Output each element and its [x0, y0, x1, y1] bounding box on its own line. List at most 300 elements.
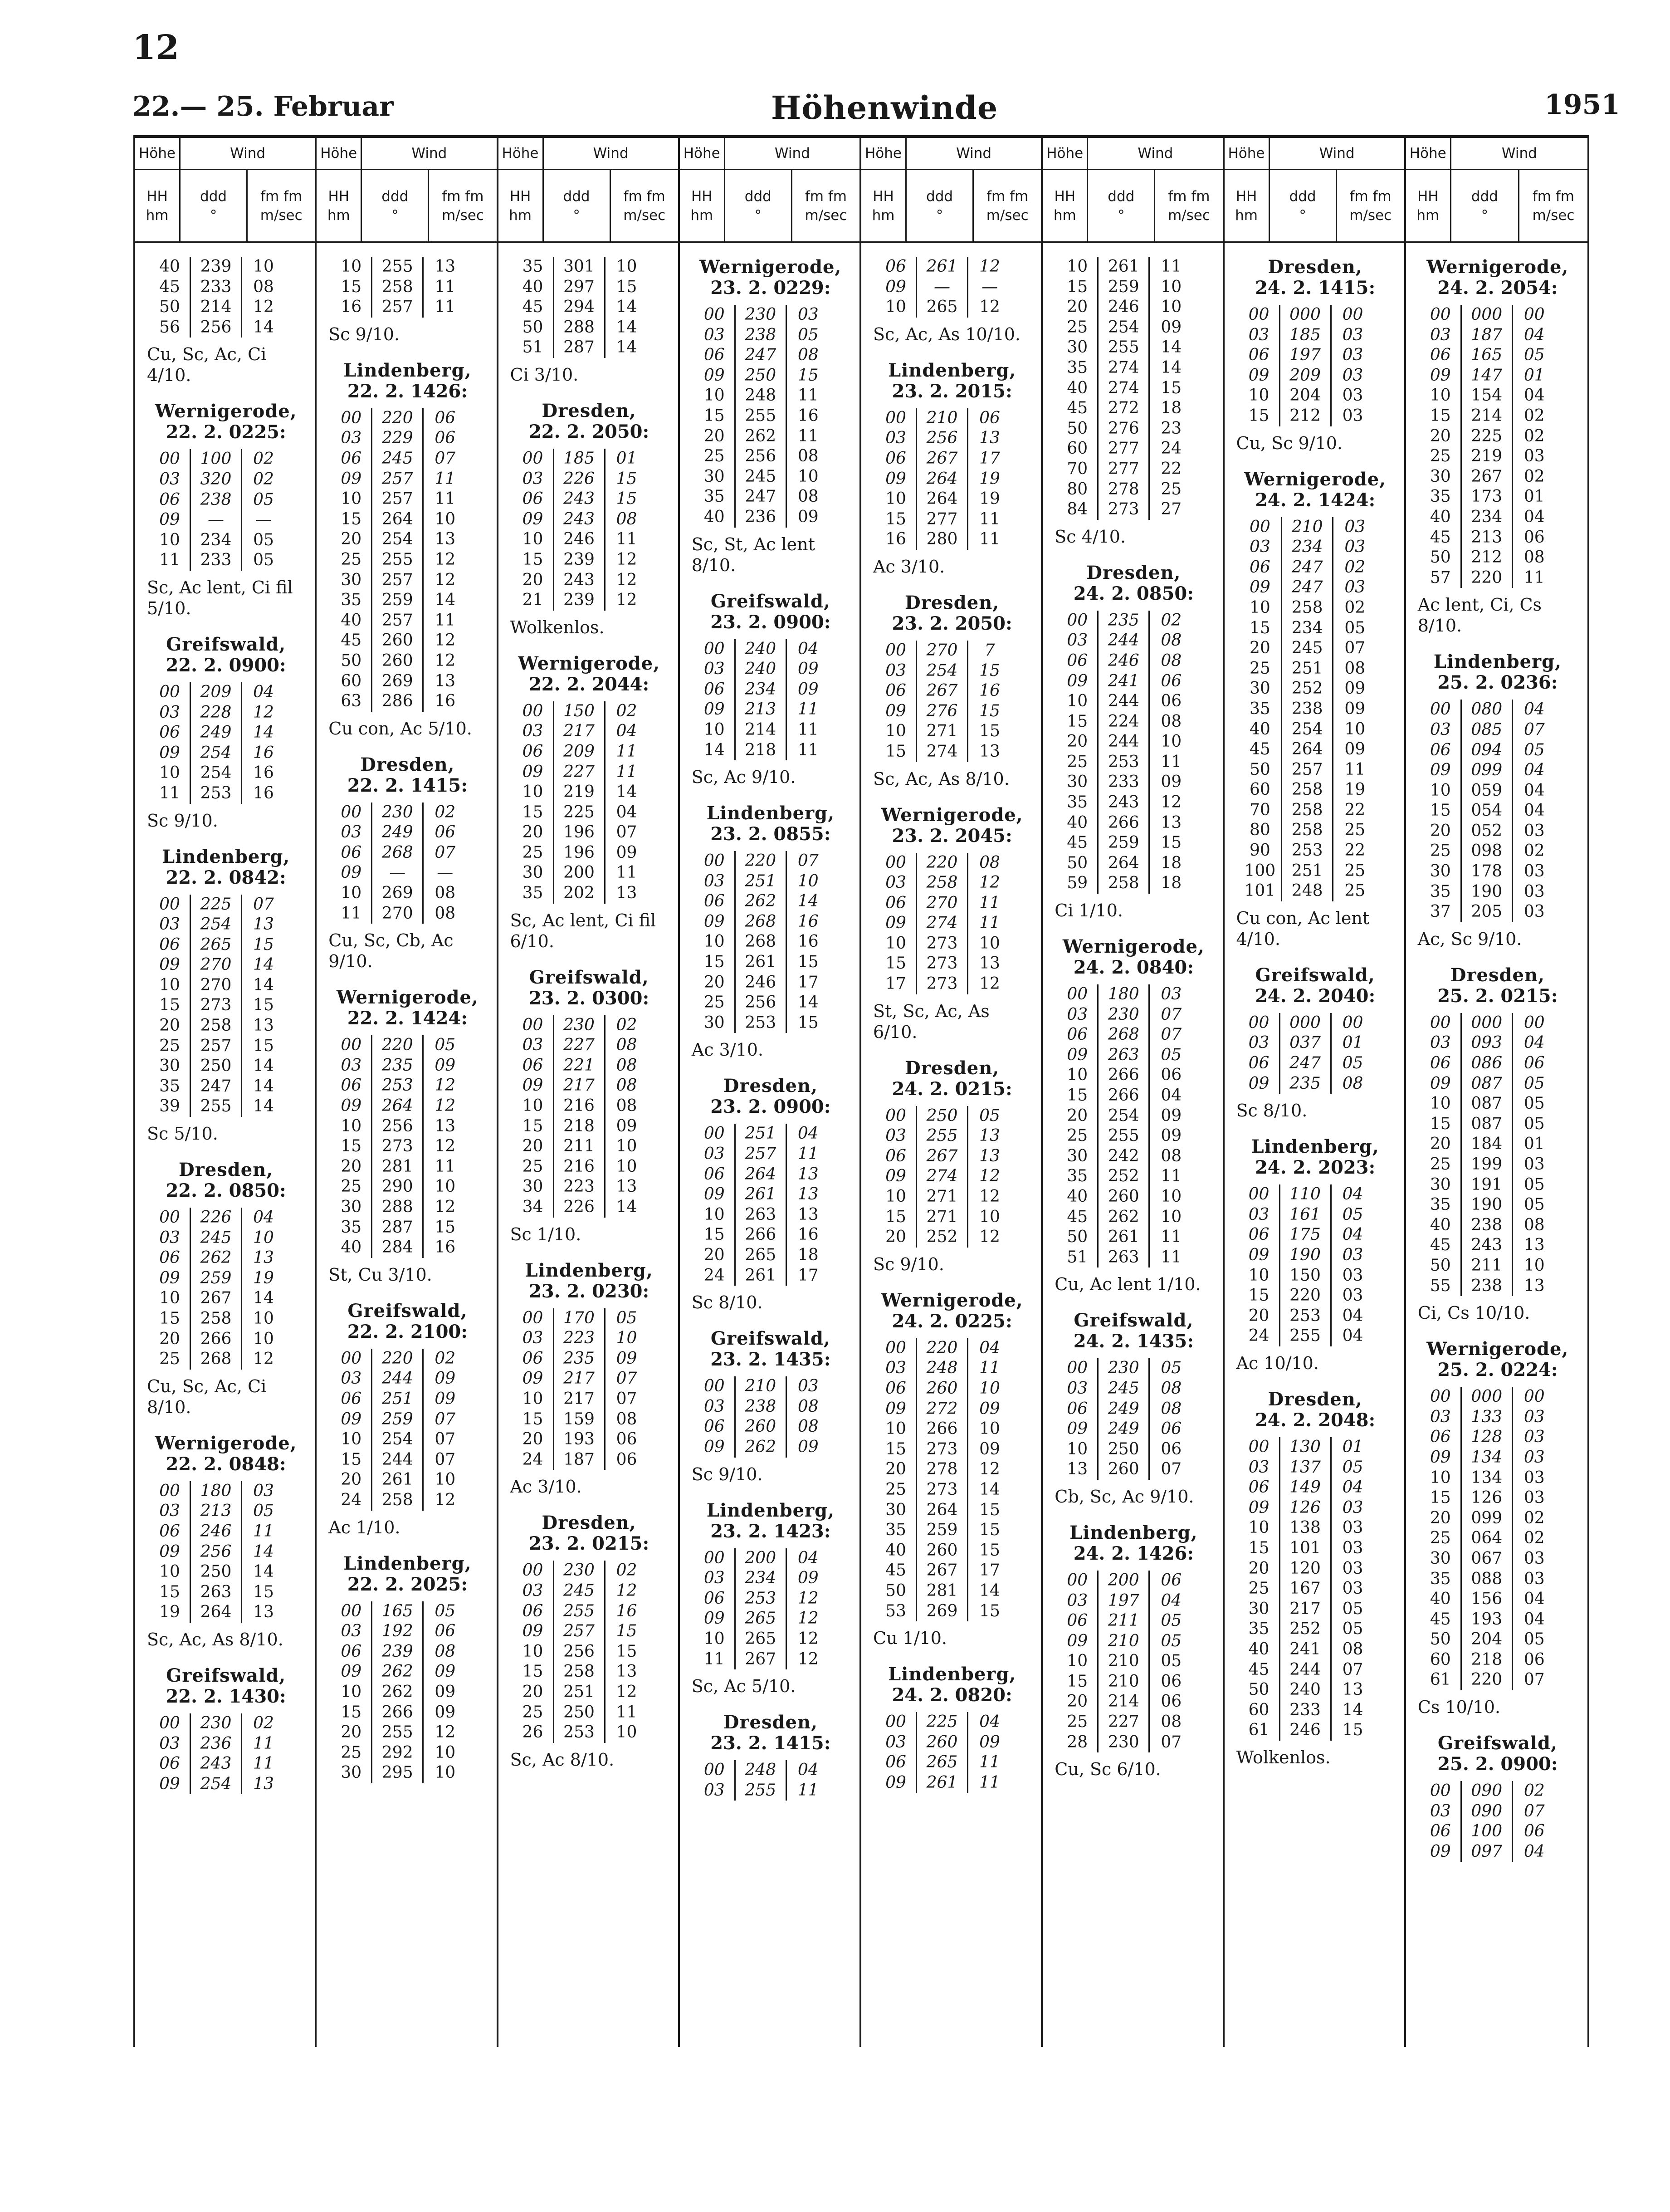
table-row: [876, 641, 1011, 661]
height-header: [1225, 138, 1270, 241]
speed-cell: 15: [616, 1642, 637, 1661]
table-row: [1239, 1538, 1374, 1559]
direction-cell: 209: [190, 682, 242, 703]
ddd-label: ddd: [200, 188, 227, 205]
table-row: [694, 1760, 830, 1781]
height-cell: 15: [513, 803, 554, 823]
speed-cell: 16: [797, 932, 819, 951]
speed-cell: 12: [797, 1609, 819, 1628]
table-row: [1421, 1175, 1556, 1195]
height-cell: 30: [1421, 861, 1461, 882]
direction-cell: 225: [1461, 426, 1512, 447]
speed-cell: 08: [797, 447, 819, 466]
table-row: [876, 1419, 1011, 1439]
direction-cell: 271: [917, 1207, 968, 1228]
speed-cell: 05: [1524, 1114, 1545, 1133]
table-row: [1057, 1732, 1192, 1753]
height-cell: 00: [513, 1015, 554, 1036]
table-row: [331, 822, 466, 843]
height-cell: 20: [1239, 638, 1282, 659]
direction-cell: 257: [372, 570, 423, 591]
speed-cell: 11: [435, 489, 456, 509]
table-row: [694, 639, 830, 660]
direction-cell: 234: [1282, 618, 1333, 639]
speed-cell: 08: [797, 346, 819, 365]
table-row: [513, 822, 648, 843]
sounding-block: [1414, 1339, 1581, 1718]
direction-cell: 161: [1279, 1205, 1331, 1225]
speed-cell: 02: [1524, 426, 1545, 445]
table-row: [1057, 1025, 1192, 1045]
direction-cell: 255: [372, 1723, 423, 1743]
table-row: [1239, 1478, 1374, 1498]
direction-cell: 262: [735, 426, 786, 447]
height-cell: 06: [1057, 1399, 1098, 1419]
direction-cell: 264: [735, 1165, 786, 1185]
table-row: [694, 1225, 830, 1245]
direction-cell: 269: [917, 1601, 968, 1622]
wind-data-table: [1239, 1013, 1374, 1094]
speed-cell: 10: [435, 1763, 456, 1782]
speed-cell: 05: [1161, 1611, 1182, 1630]
direction-cell: 243: [190, 1754, 242, 1774]
observation-time: 22. 2. 2100:: [347, 1321, 468, 1342]
table-row: [150, 895, 285, 915]
cloud-note: Ci 1/10.: [1055, 900, 1123, 921]
height-cell: 03: [1239, 1205, 1280, 1225]
direction-cell: 260: [1098, 1187, 1149, 1207]
speed-cell: 04: [1161, 1086, 1182, 1105]
direction-cell: 248: [917, 1358, 968, 1379]
table-row: [1057, 772, 1192, 793]
height-cell: 03: [694, 1144, 735, 1165]
table-row: [150, 1309, 285, 1329]
station-name: Wernigerode,: [518, 652, 660, 674]
height-cell: 25: [1057, 1712, 1098, 1732]
degree-label: °: [1299, 207, 1306, 224]
speed-cell: 14: [253, 1542, 274, 1561]
table-row: [1239, 386, 1374, 406]
direction-cell: 240: [735, 639, 786, 660]
cloud-note: Cu con, Ac 5/10.: [328, 718, 472, 739]
speed-cell: 08: [435, 1642, 456, 1661]
speed-cell: 06: [1524, 1650, 1545, 1669]
table-row: [876, 1207, 1011, 1228]
speed-cell: 14: [1342, 1700, 1363, 1719]
fm-label: fm fm: [260, 188, 303, 205]
table-row: [1239, 1053, 1374, 1074]
speed-cell: 03: [1344, 578, 1366, 597]
table-column: [861, 138, 1043, 2047]
speed-cell: 02: [1161, 611, 1182, 630]
speed-cell: 08: [1161, 651, 1182, 670]
direction-cell: 254: [1098, 318, 1149, 338]
speed-cell: 05: [435, 1036, 456, 1055]
speed-cell: 09: [797, 1437, 819, 1456]
observation-time: 25. 2. 0215:: [1437, 985, 1558, 1007]
direction-cell: 218: [735, 740, 786, 761]
table-row: [1057, 1146, 1192, 1167]
table-row: [150, 975, 285, 996]
table-row: [694, 680, 830, 700]
height-cell: 10: [694, 932, 735, 952]
table-row: [1421, 345, 1556, 366]
speed-cell: 11: [435, 277, 456, 296]
speed-cell: 05: [435, 1601, 456, 1620]
table-row: [694, 1417, 830, 1437]
direction-cell: 247: [735, 345, 786, 366]
table-row: [876, 1187, 1011, 1207]
height-cell: 09: [876, 1166, 917, 1187]
direction-cell: 273: [190, 995, 242, 1016]
height-cell: 03: [331, 1621, 372, 1642]
height-cell: 10: [1421, 781, 1461, 801]
height-cell: 40: [1421, 1215, 1461, 1236]
speed-cell: 10: [797, 871, 819, 891]
table-column: [680, 138, 861, 2047]
direction-cell: 267: [1461, 467, 1512, 487]
speed-cell: 03: [1524, 447, 1545, 466]
height-cell: 10: [876, 297, 917, 318]
height-cell: 00: [1421, 1387, 1461, 1407]
wind-data-table: [150, 257, 285, 338]
table-row: [331, 1076, 466, 1096]
table-row: [150, 682, 285, 703]
table-row: [1057, 1591, 1192, 1611]
direction-cell: 217: [553, 1389, 605, 1409]
height-cell: 25: [331, 1743, 372, 1763]
speed-cell: 25: [1344, 881, 1366, 900]
height-cell: 25: [1057, 1126, 1098, 1146]
height-cell: 45: [1057, 1207, 1098, 1228]
speed-cell: 16: [253, 783, 274, 803]
table-row: [1239, 325, 1374, 346]
height-cell: 15: [150, 1582, 190, 1603]
height-header: [1043, 138, 1088, 241]
table-row: [1057, 1045, 1192, 1066]
height-cell: 15: [513, 1662, 554, 1682]
height-cell: 10: [1239, 1518, 1280, 1538]
table-column: [135, 138, 317, 2047]
direction-cell: 264: [372, 1096, 423, 1116]
wind-data-table: [694, 1760, 830, 1801]
direction-cell: 126: [1461, 1488, 1512, 1508]
table-row: [1421, 1842, 1556, 1862]
table-row: [513, 509, 648, 530]
direction-cell: 059: [1461, 781, 1512, 801]
speed-cell: 13: [797, 1205, 819, 1224]
direction-cell: 233: [1098, 772, 1149, 793]
wind-data-table: [1421, 700, 1556, 922]
table-row: [331, 904, 466, 924]
height-cell: 15: [1421, 1114, 1461, 1135]
cloud-note: Cu, Sc, Ac, Ci 4/10.: [147, 344, 267, 386]
speed-cell: 10: [1161, 277, 1182, 296]
height-cell: 25: [694, 446, 735, 467]
table-row: [513, 1703, 648, 1723]
speed-cell: 13: [1161, 813, 1182, 832]
station-name: Lindenberg,: [706, 803, 835, 824]
height-cell: 03: [1421, 1033, 1461, 1053]
sounding-block: [1051, 563, 1216, 921]
table-row: [513, 1601, 648, 1622]
table-row: [1239, 1245, 1374, 1266]
direction-cell: 258: [1282, 780, 1333, 800]
direction-cell: 167: [1279, 1579, 1331, 1599]
direction-cell: 193: [1461, 1610, 1512, 1630]
speed-cell: 12: [435, 651, 456, 670]
table-row: [876, 1520, 1011, 1541]
speed-cell: 11: [797, 1145, 819, 1164]
observation-time: 22. 2. 0225:: [166, 421, 286, 443]
height-cell: 06: [513, 742, 554, 762]
table-row: [876, 1601, 1011, 1622]
height-cell: 03: [1239, 1458, 1280, 1478]
height-cell: 00: [1421, 700, 1461, 720]
direction-cell: —: [190, 510, 242, 530]
wind-data-table: [694, 851, 830, 1033]
wind-data-table: [513, 257, 648, 358]
height-cell: 09: [331, 1096, 372, 1116]
speed-cell: 15: [435, 1218, 456, 1237]
speed-cell: 12: [979, 298, 1000, 317]
cloud-note: Ac 3/10.: [510, 1477, 582, 1497]
speed-cell: 12: [979, 873, 1000, 892]
direction-cell: 258: [1282, 800, 1333, 821]
direction-cell: 220: [735, 851, 786, 871]
direction-cell: 204: [1461, 1630, 1512, 1650]
direction-cell: 258: [1282, 598, 1333, 618]
height-cell: 09: [1057, 1419, 1098, 1439]
height-cell: 00: [150, 1481, 190, 1502]
speed-cell: 13: [253, 915, 274, 934]
table-row: [331, 671, 466, 692]
speed-cell: 03: [1524, 1569, 1545, 1588]
speed-cell: 14: [253, 723, 274, 742]
observation-time: 24. 2. 1426:: [1073, 1542, 1194, 1564]
table-row: [513, 1015, 648, 1036]
direction-cell: 100: [1461, 1821, 1512, 1842]
table-row: [1421, 760, 1556, 781]
speed-cell: 16: [435, 1238, 456, 1257]
table-row: [694, 1437, 830, 1458]
station-name: Greifswald,: [1255, 964, 1375, 986]
ddd-label: ddd: [563, 188, 590, 205]
direction-cell: 217: [553, 721, 605, 742]
table-row: [331, 1662, 466, 1682]
direction-cell: 261: [917, 257, 968, 277]
direction-cell: 281: [372, 1157, 423, 1177]
height-cell: 15: [1421, 406, 1461, 426]
table-row: [1421, 1427, 1556, 1448]
height-cell: 35: [1239, 1619, 1280, 1639]
speed-cell: 11: [979, 914, 1000, 933]
wind-data-table: [1239, 305, 1374, 426]
direction-cell: 221: [553, 1056, 605, 1076]
ddd-label: ddd: [744, 188, 772, 205]
height-cell: 00: [1421, 1781, 1461, 1801]
table-row: [513, 1177, 648, 1197]
direction-cell: 214: [1098, 1692, 1149, 1712]
speed-cell: 13: [253, 1248, 274, 1267]
direction-cell: 251: [1282, 861, 1333, 881]
height-cell: 10: [331, 1116, 372, 1137]
speed-cell: 13: [253, 1774, 274, 1793]
column-header: [1406, 138, 1587, 243]
direction-cell: 193: [553, 1429, 605, 1450]
table-row: [331, 631, 466, 651]
height-cell: 09: [1421, 366, 1461, 386]
direction-cell: 150: [1279, 1266, 1331, 1286]
speed-cell: 03: [1524, 1155, 1545, 1174]
direction-cell: 225: [190, 895, 242, 915]
speed-cell: 07: [1342, 1660, 1363, 1679]
table-row: [331, 1429, 466, 1450]
table-row: [876, 1712, 1011, 1732]
speed-cell: 13: [616, 1662, 637, 1681]
speed-cell: 05: [253, 1502, 274, 1521]
height-cell: 45: [1057, 833, 1098, 853]
table-row: [876, 1146, 1011, 1167]
cloud-note: Wolkenlos.: [510, 617, 605, 637]
direction-cell: 246: [735, 973, 786, 993]
height-cell: 15: [513, 1116, 554, 1137]
height-header: [135, 138, 181, 241]
table-row: [1057, 691, 1192, 712]
speed-cell: —: [255, 510, 272, 529]
height-cell: 56: [150, 318, 190, 338]
height-cell: 10: [694, 1629, 735, 1649]
column-header: [317, 138, 496, 243]
height-cell: 84: [1057, 499, 1098, 520]
table-row: [1421, 1488, 1556, 1508]
direction-cell: 245: [372, 449, 423, 469]
speed-cell: 07: [1524, 720, 1545, 739]
direction-cell: 266: [735, 1225, 786, 1245]
table-row: [694, 305, 830, 325]
ddd-label: ddd: [1289, 188, 1316, 205]
observation-time: 24. 2. 0215:: [892, 1078, 1012, 1100]
speed-cell: 12: [1161, 793, 1182, 812]
speed-cell: 10: [616, 1329, 637, 1348]
height-cell: 09: [150, 510, 190, 530]
direction-cell: 214: [735, 720, 786, 740]
speed-cell: 22: [1344, 800, 1366, 819]
table-row: [150, 510, 285, 530]
direction-cell: 245: [190, 1228, 242, 1248]
sounding-block: [688, 1500, 853, 1697]
height-cell: 00: [694, 1548, 735, 1569]
speed-cell: —: [981, 277, 998, 296]
speed-cell: 25: [1344, 821, 1366, 840]
height-cell: 03: [876, 873, 917, 893]
observation-time: 24. 2. 2023:: [1255, 1157, 1376, 1179]
height-cell: 45: [1239, 739, 1282, 760]
table-row: [1421, 568, 1556, 588]
station-name: Lindenberg,: [888, 1664, 1016, 1685]
speed-cell: 09: [979, 1439, 1000, 1458]
speed-cell: 05: [1161, 1359, 1182, 1378]
speed-cell: 14: [616, 1198, 637, 1216]
table-row: [1421, 1256, 1556, 1276]
speed-cell: 07: [435, 843, 456, 862]
speed-cell: 05: [1524, 1175, 1545, 1194]
table-row: [513, 1581, 648, 1601]
degree-label: °: [573, 207, 580, 224]
direction-cell: 258: [1282, 820, 1333, 841]
height-cell: 00: [331, 1601, 372, 1622]
height-cell: 09: [1421, 1842, 1461, 1862]
height-cell: 35: [1421, 1195, 1461, 1215]
msec-label: m/sec: [1349, 207, 1392, 224]
table-row: [513, 1035, 648, 1056]
direction-cell: 266: [1098, 813, 1149, 833]
speed-cell: 10: [616, 1723, 637, 1742]
msec-label: m/sec: [260, 207, 303, 224]
wind-header: [544, 138, 678, 241]
speed-cell: 10: [1344, 719, 1366, 739]
speed-cell: 15: [253, 1582, 274, 1601]
speed-cell: 06: [979, 408, 1000, 427]
direction-cell: 154: [1461, 386, 1512, 406]
table-row: [876, 681, 1011, 701]
height-cell: 11: [694, 1649, 735, 1670]
height-cell: 15: [1057, 277, 1098, 298]
hh-label: HH: [1235, 188, 1257, 205]
speed-cell: 19: [253, 1268, 274, 1287]
height-cell: 09: [513, 1369, 554, 1389]
hm-label: hm: [146, 207, 169, 224]
cloud-note: Ci 3/10.: [510, 364, 579, 385]
direction-cell: 200: [1098, 1571, 1149, 1591]
height-cell: 06: [331, 1389, 372, 1409]
hh-label: HH: [328, 188, 350, 205]
direction-cell: 274: [917, 1166, 968, 1187]
speed-cell: 04: [1524, 325, 1545, 344]
observation-time: 22. 2. 1430:: [166, 1685, 286, 1707]
table-row: [1239, 1518, 1374, 1538]
height-cell: 06: [1239, 1053, 1280, 1074]
table-row: [1421, 1074, 1556, 1094]
speed-cell: 11: [616, 1703, 637, 1722]
speed-cell: 08: [1161, 1379, 1182, 1398]
table-row: [513, 803, 648, 823]
hh-label: HH: [146, 188, 168, 205]
column-header: [498, 138, 678, 243]
table-row: [1421, 507, 1556, 528]
direction-cell: 220: [917, 1338, 968, 1359]
speed-cell: 01: [1524, 1135, 1545, 1154]
direction-cell: 256: [735, 993, 786, 1013]
cloud-note: Ac 10/10.: [1236, 1353, 1319, 1373]
table-row: [1239, 1013, 1374, 1033]
table-row: [513, 297, 648, 318]
height-cell: 45: [513, 297, 554, 318]
height-cell: 40: [1057, 378, 1098, 399]
height-cell: 30: [513, 1177, 554, 1197]
table-row: [513, 843, 648, 863]
table-row: [876, 1106, 1011, 1126]
table-row: [694, 912, 830, 932]
speed-cell: 10: [253, 1228, 274, 1247]
height-cell: 57: [1421, 568, 1461, 588]
direction-cell: 214: [1461, 406, 1512, 426]
height-cell: 55: [1421, 1276, 1461, 1297]
direction-cell: 266: [372, 1703, 423, 1723]
wind-data-table: [694, 1124, 830, 1286]
height-cell: 101: [1239, 881, 1282, 901]
table-row: [876, 1439, 1011, 1460]
